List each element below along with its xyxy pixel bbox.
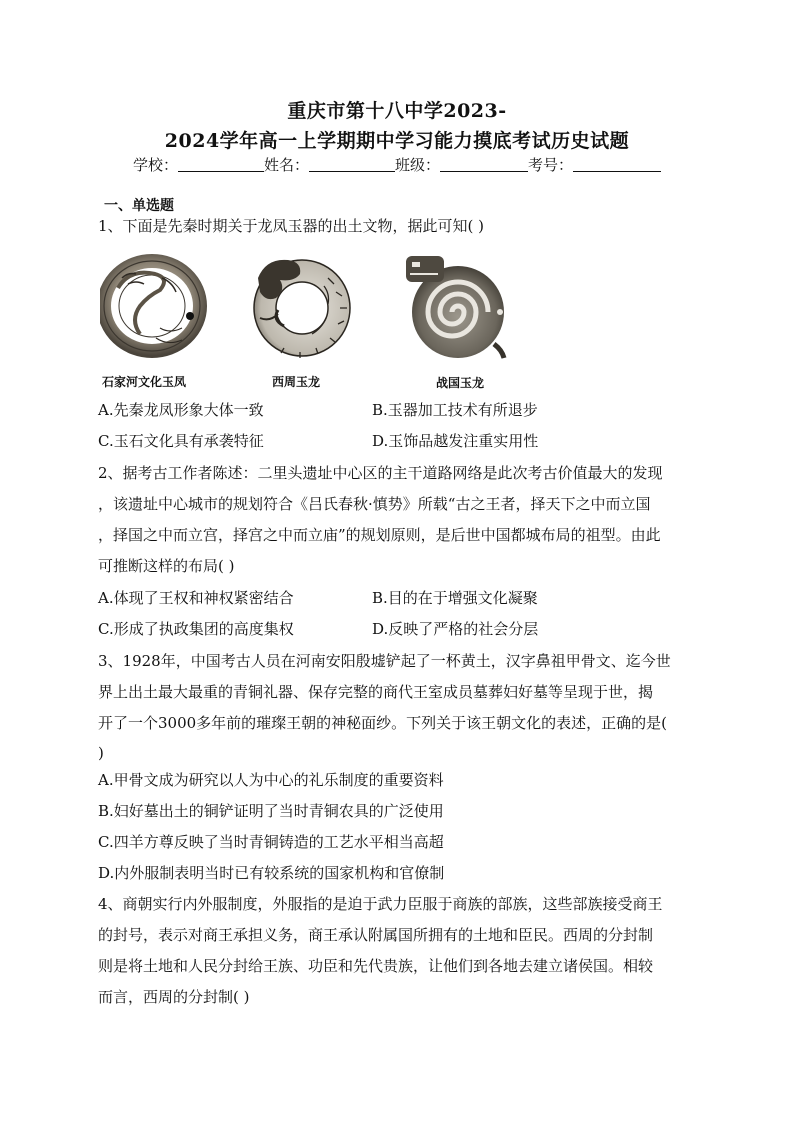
q1-stem: 1、下面是先秦时期关于龙凤玉器的出土文物，据此可知( ) bbox=[98, 217, 485, 235]
figure-caption-3: 战国玉龙 bbox=[436, 376, 485, 390]
class-label: 班级： bbox=[395, 156, 441, 174]
figure-jade-dragon bbox=[240, 248, 356, 364]
q2-option-c[interactable]: C.形成了执政集团的高度集权 bbox=[98, 620, 294, 638]
jade-dragon-icon bbox=[240, 248, 356, 360]
q1-option-b[interactable]: B.玉器加工技术有所退步 bbox=[372, 401, 538, 419]
q4-line-4: 而言，西周的分封制( ) bbox=[98, 988, 250, 1006]
q2-line-1: 2、据考古工作者陈述：二里头遗址中心区的主干道路网络是此次考古价值最大的发现 bbox=[98, 464, 663, 482]
class-blank[interactable] bbox=[440, 156, 528, 172]
figure-caption-1: 石家河文化玉凤 bbox=[102, 375, 187, 389]
q2-option-d[interactable]: D.反映了严格的社会分层 bbox=[372, 620, 539, 638]
q3-option-a[interactable]: A.甲骨文成为研究以人为中心的礼乐制度的重要资料 bbox=[98, 771, 444, 789]
q2-option-a[interactable]: A.体现了王权和神权紧密结合 bbox=[98, 589, 294, 607]
school-blank[interactable] bbox=[178, 156, 264, 172]
q2-line-2: ，该遗址中心城市的规划符合《吕氏春秋·慎势》所载“古之王者，择天下之中而立国 bbox=[98, 495, 651, 513]
exam-title-line1: 重庆市第十八中学2023- bbox=[287, 100, 507, 122]
figure-caption-2: 西周玉龙 bbox=[272, 375, 321, 389]
section-heading: 一、单选题 bbox=[104, 198, 174, 214]
school-label: 学校： bbox=[132, 156, 178, 174]
q3-option-b[interactable]: B.妇好墓出土的铜铲证明了当时青铜农具的广泛使用 bbox=[98, 802, 444, 820]
id-blank[interactable] bbox=[573, 156, 661, 172]
q4-line-2: 的封号，表示对商王承担义务，商王承认附属国所拥有的土地和臣民。西周的分封制 bbox=[98, 926, 654, 944]
jade-phoenix-icon bbox=[100, 248, 208, 358]
q1-option-a[interactable]: A.先秦龙凤形象大体一致 bbox=[98, 401, 264, 419]
exam-title-line2: 2024学年高一上学期期中学习能力摸底考试历史试题 bbox=[164, 130, 630, 152]
q3-line-1: 3、1928年，中国考古人员在河南安阳殷墟铲起了一杯黄土，汉字鼻祖甲骨文、迄今世 bbox=[98, 652, 671, 670]
jade-dragon-spiral-icon bbox=[400, 248, 510, 362]
q1-option-d[interactable]: D.玉饰品越发注重实用性 bbox=[372, 432, 539, 450]
q3-option-d[interactable]: D.内外服制表明当时已有较系统的国家机构和官僚制 bbox=[98, 864, 445, 882]
id-label: 考号： bbox=[528, 156, 574, 174]
q2-option-b[interactable]: B.目的在于增强文化凝聚 bbox=[372, 589, 538, 607]
q2-line-4: 可推断这样的布局( ) bbox=[98, 557, 235, 575]
q3-line-2: 界上出土最大最重的青铜礼器、保存完整的商代王室成员墓葬妇好墓等呈现于世，揭 bbox=[98, 683, 654, 701]
name-blank[interactable] bbox=[309, 156, 395, 172]
q3-line-3: 开了一个3000多年前的璀璨王朝的神秘面纱。下列关于该王朝文化的表述，正确的是( bbox=[98, 714, 668, 732]
figure-jade-phoenix bbox=[100, 248, 208, 362]
q3-option-c[interactable]: C.四羊方尊反映了当时青铜铸造的工艺水平相当高超 bbox=[98, 833, 444, 851]
q4-line-1: 4、商朝实行内外服制度，外服指的是迫于武力臣服于商族的部族，这些部族接受商王 bbox=[98, 895, 663, 913]
q1-option-c[interactable]: C.玉石文化具有承袭特征 bbox=[98, 432, 264, 450]
q3-line-4: ) bbox=[98, 744, 104, 762]
name-label: 姓名： bbox=[263, 156, 309, 174]
q4-line-3: 则是将土地和人民分封给王族、功臣和先代贵族，让他们到各地去建立诸侯国。相较 bbox=[98, 957, 654, 975]
student-info-row bbox=[0, 154, 794, 175]
q2-line-3: ，择国之中而立宫，择宫之中而立庙”的规划原则，是后世中国都城布局的祖型。由此 bbox=[98, 526, 661, 544]
figure-jade-dragon-spiral bbox=[400, 248, 510, 366]
